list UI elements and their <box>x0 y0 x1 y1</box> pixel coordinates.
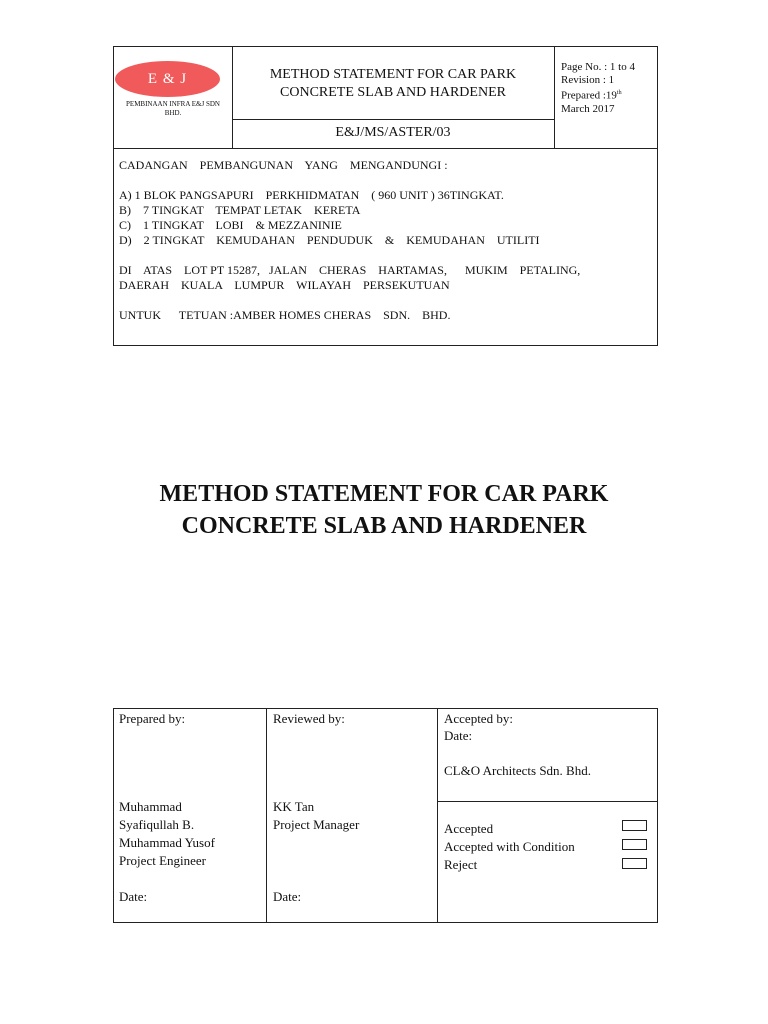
prepared-date-prefix: Prepared :19 <box>561 89 617 102</box>
header-title <box>240 66 546 102</box>
project-item: B) 7 TINGKAT TEMPAT LETAK KERETA <box>119 203 361 217</box>
reviewed-by-label: Reviewed by: <box>273 711 345 726</box>
prepared-date-label: Date: <box>119 889 148 904</box>
reject-checkbox[interactable] <box>622 858 647 869</box>
document-meta <box>561 61 656 116</box>
document-reference: E&J/MS/ASTER/03 <box>335 125 451 140</box>
header-title-line2: CONCRETE SLAB AND HARDENER <box>280 85 506 100</box>
preparer-name-line: Syafiqullah B. <box>119 817 195 832</box>
preparer-name-line: Muhammad Yusof <box>119 835 215 850</box>
project-item: D) 2 TINGKAT KEMUDAHAN PENDUDUK & KEMUDAHAN UTILITI <box>119 233 540 247</box>
project-item: C) 1 TINGKAT LOBI & MEZZANINIE <box>119 218 342 232</box>
preparer-role: Project Engineer <box>119 853 206 868</box>
prepared-date <box>561 87 656 103</box>
reviewer-name-line: KK Tan <box>273 799 315 814</box>
signature-divider <box>437 708 438 923</box>
option-accepted-label: Accepted <box>444 821 494 836</box>
accepted-by-label: Accepted by: <box>444 711 513 726</box>
project-client: UNTUK TETUAN :AMBER HOMES CHERAS SDN. BHD. <box>119 308 451 322</box>
header-divider <box>113 148 658 149</box>
signature-divider <box>266 708 267 923</box>
project-location-line2: DAERAH KUALA LUMPUR WILAYAH PERSEKUTUAN <box>119 278 450 292</box>
reviewer-name <box>273 798 359 834</box>
company-name: PEMBINAAN INFRA E&J SDN BHD. <box>126 100 220 117</box>
preparer-name <box>119 798 215 870</box>
prepared-month: March 2017 <box>561 102 615 115</box>
prepared-by-label: Prepared by: <box>119 711 186 726</box>
accepted-date-label: Date: <box>444 728 473 743</box>
document-title-line2: CONCRETE SLAB AND HARDENER <box>181 513 587 539</box>
document-title <box>84 478 684 542</box>
document-title-line1: METHOD STATEMENT FOR CAR PARK <box>159 481 609 507</box>
prepared-date-suffix: th <box>616 90 622 96</box>
preparer-name-line: Muhammad <box>119 799 182 814</box>
revision: Revision : 1 <box>561 74 615 86</box>
project-location-line1: DI ATAS LOT PT 15287, JALAN CHERAS HARTAMAS, MUKIM PETALING, <box>119 263 581 277</box>
accepted-with-condition-checkbox[interactable] <box>622 839 647 850</box>
page-number: Page No. : 1 to 4 <box>561 61 635 73</box>
company-logo: E & J <box>115 61 220 97</box>
reviewed-date-label: Date: <box>273 889 302 904</box>
acceptance-divider <box>437 801 658 802</box>
reviewer-role: Project Manager <box>273 817 360 832</box>
project-item: A) 1 BLOK PANGSAPURI PERKHIDMATAN ( 960 UNIT ) 36TINGKAT. <box>119 188 504 202</box>
option-accepted-with-condition-label: Accepted with Condition <box>444 839 575 854</box>
option-reject-label: Reject <box>444 857 478 872</box>
project-intro: CADANGAN PEMBANGUNAN YANG MENGANDUNGI : <box>119 158 448 172</box>
accepted-checkbox[interactable] <box>622 820 647 831</box>
header-title-line1: METHOD STATEMENT FOR CAR PARK <box>269 67 517 82</box>
project-description <box>119 158 654 323</box>
architect-company: CL&O Architects Sdn. Bhd. <box>444 763 591 778</box>
